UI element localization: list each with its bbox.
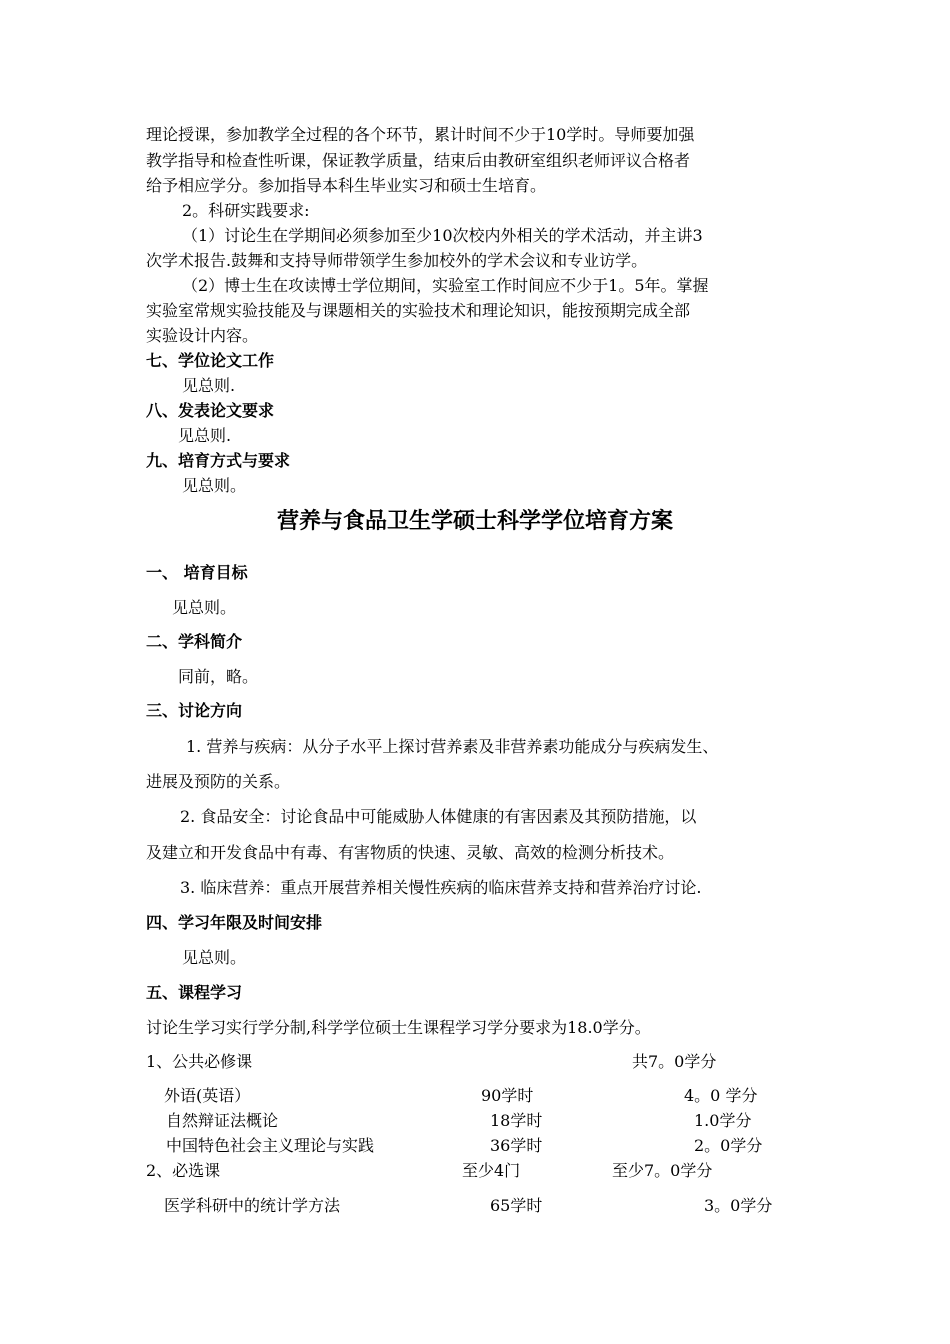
course-credits: 1.0学分	[694, 1111, 752, 1130]
course-group-count: 至少4门	[462, 1161, 521, 1180]
paragraph-line: 2。科研实践要求:	[182, 201, 310, 220]
course-group-credits: 至少7。0学分	[612, 1161, 713, 1180]
course-intro: 讨论生学习实行学分制,科学学位硕士生课程学习学分要求为18.0学分。	[146, 1018, 651, 1037]
section-body: 见总则.	[178, 426, 232, 445]
research-direction-line: 进展及预防的关系。	[146, 772, 291, 791]
research-direction-line: 2. 食品安全：讨论食品中可能威胁人体健康的有害因素及其预防措施，以	[180, 807, 697, 826]
section-heading: 三、讨论方向	[146, 701, 243, 720]
course-name: 中国特色社会主义理论与实践	[166, 1136, 375, 1155]
course-group-label: 1、公共必修课	[146, 1052, 253, 1071]
paragraph-line: 给予相应学分。参加指导本科生毕业实习和硕士生培育。	[146, 176, 547, 195]
section-heading: 五、课程学习	[146, 983, 243, 1002]
paragraph-line: （2）博士生在攻读博士学位期间，实验室工作时间应不少于1。5年。掌握	[182, 276, 709, 295]
course-group-label: 2、必选课	[146, 1161, 221, 1180]
course-hours: 90学时	[481, 1086, 534, 1105]
section-body: 见总则。	[182, 948, 247, 967]
paragraph-line: 实验设计内容。	[146, 326, 259, 345]
course-name: 医学科研中的统计学方法	[164, 1196, 341, 1215]
paragraph-line: （1）讨论生在学期间必须参加至少10次校内外相关的学术活动，并主讲3	[182, 226, 703, 245]
section-heading: 二、学科简介	[146, 632, 243, 651]
course-hours: 36学时	[490, 1136, 543, 1155]
document-title: 营养与食品卫生学硕士科学学位培育方案	[276, 509, 673, 534]
section-heading: 四、学习年限及时间安排	[146, 913, 323, 932]
course-hours: 18学时	[490, 1111, 543, 1130]
paragraph-line: 理论授课，参加教学全过程的各个环节，累计时间不少于10学时。导师要加强	[146, 125, 695, 144]
paragraph-line: 次学术报告.鼓舞和支持导师带领学生参加校外的学术会议和专业访学。	[146, 251, 648, 270]
course-name: 自然辩证法概论	[166, 1111, 279, 1130]
section-body: 同前，略。	[178, 667, 259, 686]
research-direction-line: 3. 临床营养：重点开展营养相关慢性疾病的临床营养支持和营养治疗讨论.	[180, 878, 702, 897]
course-credits: 3。0学分	[704, 1196, 773, 1215]
section-heading: 七、学位论文工作	[146, 351, 275, 370]
research-direction-line: 1. 营养与疾病：从分子水平上探讨营养素及非营养素功能成分与疾病发生、	[186, 737, 719, 756]
section-body: 见总则。	[172, 598, 237, 617]
course-credits: 2。0学分	[694, 1136, 763, 1155]
paragraph-line: 实验室常规实验技能及与课题相关的实验技术和理论知识，能按预期完成全部	[146, 301, 691, 320]
course-group-credits: 共7。0学分	[632, 1052, 717, 1071]
section-heading: 一、 培育目标	[146, 563, 248, 582]
paragraph-line: 教学指导和检查性听课，保证教学质量，结束后由教研室组织老师评议合格者	[146, 151, 691, 170]
course-credits: 4。0 学分	[684, 1086, 758, 1105]
section-heading: 八、发表论文要求	[146, 401, 275, 420]
section-body: 见总则.	[182, 376, 236, 395]
course-hours: 65学时	[490, 1196, 543, 1215]
course-name: 外语(英语）	[164, 1086, 251, 1105]
research-direction-line: 及建立和开发食品中有毒、有害物质的快速、灵敏、高效的检测分析技术。	[146, 843, 675, 862]
section-body: 见总则。	[182, 476, 247, 495]
section-heading: 九、培育方式与要求	[146, 451, 291, 470]
